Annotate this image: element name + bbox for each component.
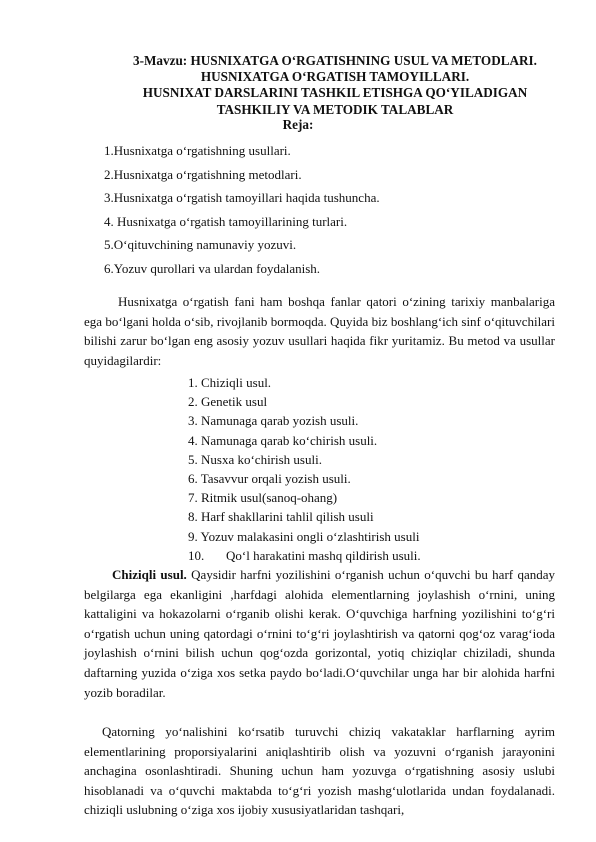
title-line-3: HUSNIXAT DARSLARINI TASHKIL ETISHGA QO‘YILADIGAN	[142, 85, 528, 101]
plan-item: 3.Husnixatga o‘rgatish tamoyillari haqida tushuncha.	[104, 190, 380, 205]
plan-item: 4. Husnixatga o‘rgatish tamoyillarining turlari.	[104, 213, 348, 229]
chiziqli-text: Qaysidir harfni yozilishini o‘rganish uchun o‘quvchi bu harf qanday belgilarga ega ekanligini ,harfdagi alohida elementlarning joylashish o‘rnini, uning kattaligini va hokazolarni o‘rganib olishi kerak. O‘quvchiga harfning yozilishini to‘g‘ri o‘rgatish uchun uning qatordagi o‘rnini to‘g‘ri joylashtirish va qatorni qog‘oz varag‘ioda joylashish o‘rnini bilish uchun qog‘ozda gorizontal, yotiq chiziqlar chiziladi, shunda daftarning yuzida o‘ziga xos setka paydo bo‘ladi.O‘quvchilar unga har bir alohida harfni yozib boradilar.	[84, 567, 556, 700]
plan-list	[104, 143, 380, 284]
plan-item: 2.Husnixatga o‘rgatishning metodlari.	[104, 166, 302, 182]
methods-list	[188, 375, 421, 567]
method-item: 1. Chiziqli usul.	[188, 375, 272, 390]
method-item	[188, 548, 421, 567]
method-item: 2. Genetik usul	[188, 394, 268, 410]
lesson-title	[70, 53, 596, 118]
plan-heading: Reja:	[282, 117, 314, 132]
method-item: 7. Ritmik usul(sanoq-ohang)	[188, 490, 338, 506]
method-item: 5. Nusxa ko‘chirish usuli.	[188, 451, 322, 467]
plan-item: 1.Husnixatga o‘rgatishning usullari.	[104, 143, 291, 158]
method-number: 10.	[188, 547, 205, 563]
method-item: 9. Yozuv malakasini ongli o‘zlashtirish usuli	[188, 528, 420, 544]
title-line-1: 3-Mavzu: HUSNIXATGA O‘RGATISHNING USUL VA METODLARI.	[133, 53, 537, 68]
title-line-2: HUSNIXATGA O‘RGATISH TAMOYILLARI.	[200, 69, 470, 85]
intro-paragraph: Husnixatga o‘rgatish fani ham boshqa fanlar qatori o‘zining tarixiy manbalariga ega bo‘lgani holda o‘sib, rivojlanib bormoqda. Quyida biz boshlang‘ich sinf o‘qituvchilari bilishi zarur bo‘lgan eng asosiy yozuv usullari haqida fikr yuritamiz. Bu metod va usullar quyidagilardir:	[84, 294, 555, 368]
final-paragraph: Qatorning yo‘nalishini ko‘rsatib turuvchi chiziq vakataklar harflarning ayrim elementlarining proporsiyalarini aniqlashtirib olish va yozuvni o‘rganish jarayonini anchagina osonlashtiradi. Shuning uchun ham yozuvga o‘rgatishning asosiy uslubi hisoblanadi va o‘quvchi maktabda to‘g‘ri yozish mashg‘ulotlarida undan foydalanadi. chiziqli uslubning o‘ziga xos ijobiy xususiyatlaridan tashqari,	[84, 724, 555, 818]
plan-item: 6.Yozuv qurollari va ulardan foydalanish.	[104, 260, 321, 276]
title-line-4: TASHKILIY VA METODIK TALABLAR	[216, 101, 454, 117]
chiziqli-paragraph	[84, 565, 555, 702]
method-item: 8. Harf shakllarini tahlil qilish usuli	[188, 509, 374, 525]
chiziqli-lead: Chiziqli usul.	[112, 567, 187, 582]
method-text: Qo‘l harakatini mashq qildirish usuli.	[226, 547, 421, 563]
method-item: 4. Namunaga qarab ko‘chirish usuli.	[188, 432, 378, 448]
method-item: 6. Tasavvur orqali yozish usuli.	[188, 470, 351, 486]
plan-item: 5.O‘qituvchining namunaviy yozuvi.	[104, 237, 297, 252]
method-item: 3. Namunaga qarab yozish usuli.	[188, 413, 359, 429]
